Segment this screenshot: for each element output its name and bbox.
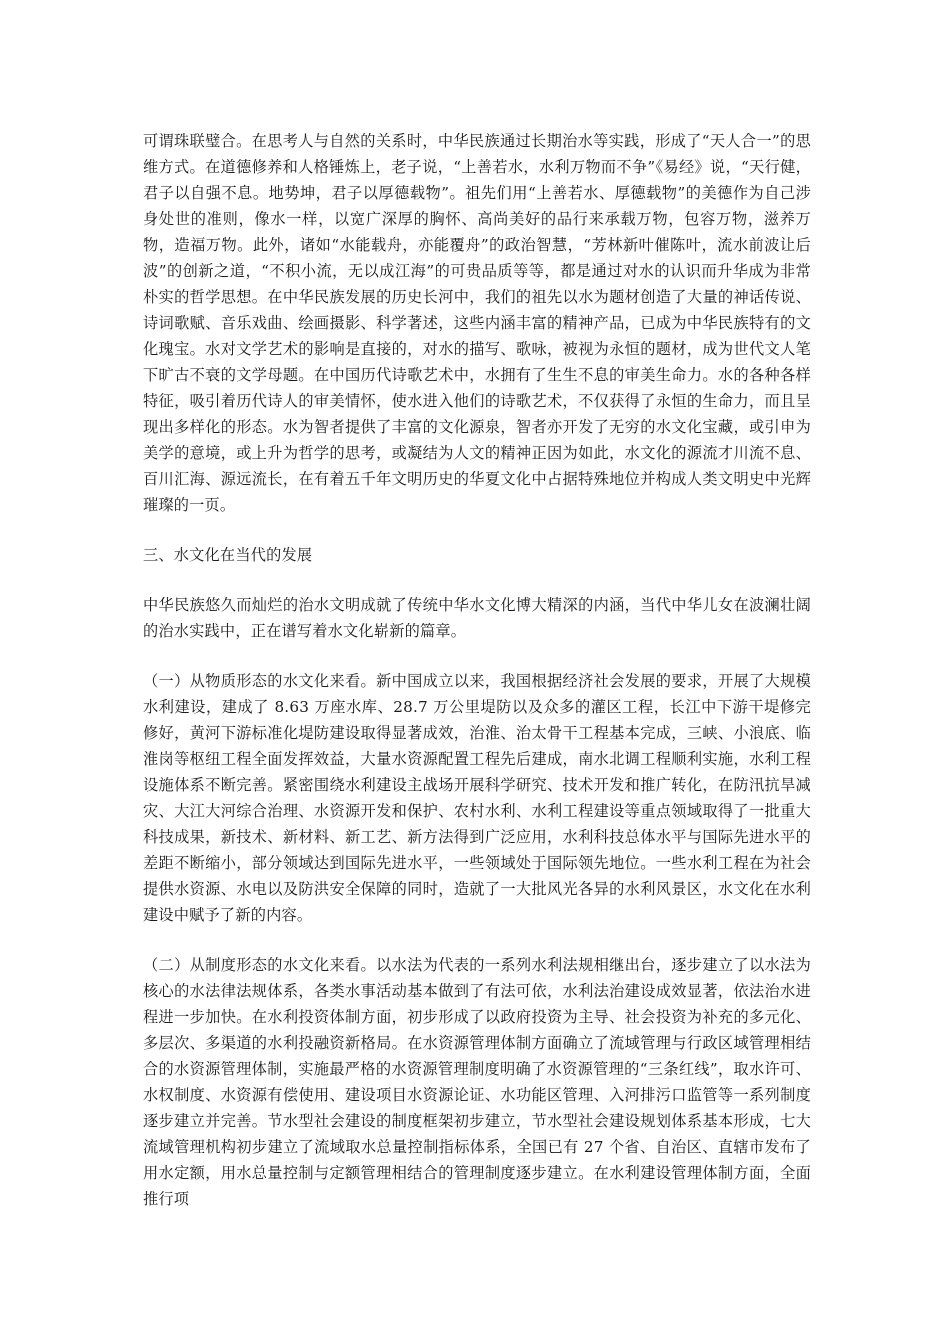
- paragraph-intro: 可谓珠联璧合。在思考人与自然的关系时，中华民族通过长期治水等实践，形成了“天人合一”的思维方式。在道德修养和人格锤炼上，老子说，“上善若水，水利万物而不争”《易经》说，“天行健，君子以自强不息。地势坤，君子以厚德载物”。祖先们用“上善若水、厚德载物”的美德作为自己涉身处世的准则，像水一样，以宽广深厚的胸怀、高尚美好的品行来承载万物，包容万物，滋养万物，造福万物。此外，诸如“水能载舟，亦能覆舟”的政治智慧，“芳林新叶催陈叶，流水前波让后波”的创新之道，“不积小流，无以成江海”的可贵品质等等，都是通过对水的认识而升华成为非常朴实的哲学思想。在中华民族发展的历史长河中，我们的祖先以水为题材创造了大量的神话传说、诗词歌赋、音乐戏曲、绘画摄影、科学著述，这些内涵丰富的精神产品，已成为中华民族特有的文化瑰宝。水对文学艺术的影响是直接的，对水的描写、歌咏，被视为永恒的题材，成为世代文人笔下旷古不衰的文学母题。在中国历代诗歌艺术中，水拥有了生生不息的审美生命力。水的各种各样特征，吸引着历代诗人的审美情怀，使水进入他们的诗歌艺术，不仅获得了永恒的生命力，而且呈现出多样化的形态。水为智者提供了丰富的文化源泉，智者亦开发了无穷的水文化宝藏，或引申为美学的意境，或上升为哲学的思考，或凝结为人文的精神正因为如此，水文化的源流才川流不息、百川汇海、源远流长，在有着五千年文明历史的华夏文化中占据特殊地位并构成人类文明史中光辉璀璨的一页。: [143, 132, 811, 514]
- paragraph-gap: [143, 928, 811, 952]
- section-heading: 三、水文化在当代的发展: [143, 546, 313, 564]
- paragraph-gap: [143, 518, 811, 542]
- paragraph-section-intro: 中华民族悠久而灿烂的治水文明成就了传统中华水文化博大精深的内涵，当代中华儿女在波澜壮阔的治水实践中，正在谱写着水文化崭新的篇章。: [143, 596, 811, 640]
- paragraph-gap: [143, 568, 811, 592]
- paragraph-material-form: （一）从物质形态的水文化来看。新中国成立以来，我国根据经济社会发展的要求，开展了大规模水利建设，建成了 8.63 万座水库、28.7 万公里堤防以及众多的灌区工程，长江中下游干堤修完修好，黄河下游标准化堤防建设取得显著成效，治淮、治太骨干工程基本完成，三峡、小浪底、临淮岗等枢纽工程全面发挥效益，大量水资源配置工程先后建成，南水北调工程顺利实施，水利工程设施体系不断完善。紧密围绕水利建设主战场开展科学研究、技术开发和推广转化，在防汛抗旱减灾、大江大河综合治理、水资源开发和保护、农村水利、水利工程建设等重点领域取得了一批重大科技成果，新技术、新材料、新工艺、新方法得到广泛应用，水利科技总体水平与国际先进水平的差距不断缩小，部分领域达到国际先进水平，一些领域处于国际领先地位。一些水利工程在为社会提供水资源、水电以及防洪安全保障的同时，造就了一大批风光各异的水利风景区，水文化在水利建设中赋予了新的内容。: [143, 672, 811, 924]
- paragraph-gap: [143, 644, 811, 668]
- document-page: [143, 128, 811, 1212]
- paragraph-institutional-form: （二）从制度形态的水文化来看。以水法为代表的一系列水利法规相继出台，逐步建立了以水法为核心的水法律法规体系，各类水事活动基本做到了有法可依，水利法治建设成效显著，依法治水进程进一步加快。在水利投资体制方面，初步形成了以政府投资为主导、社会投资为补充的多元化、多层次、多渠道的水利投融资新格局。在水资源管理体制方面确立了流域管理与行政区域管理相结合的水资源管理体制，实施最严格的水资源管理制度明确了水资源管理的“三条红线”，取水许可、水权制度、水资源有偿使用、建设项目水资源论证、水功能区管理、入河排污口监管等一系列制度逐步建立并完善。节水型社会建设的制度框架初步建立，节水型社会建设规划体系基本形成，七大流域管理机构初步建立了流域取水总量控制指标体系，全国已有 27 个省、自治区、直辖市发布了用水定额，用水总量控制与定额管理相结合的管理制度逐步建立。在水利建设管理体制方面，全面推行项: [143, 956, 811, 1208]
